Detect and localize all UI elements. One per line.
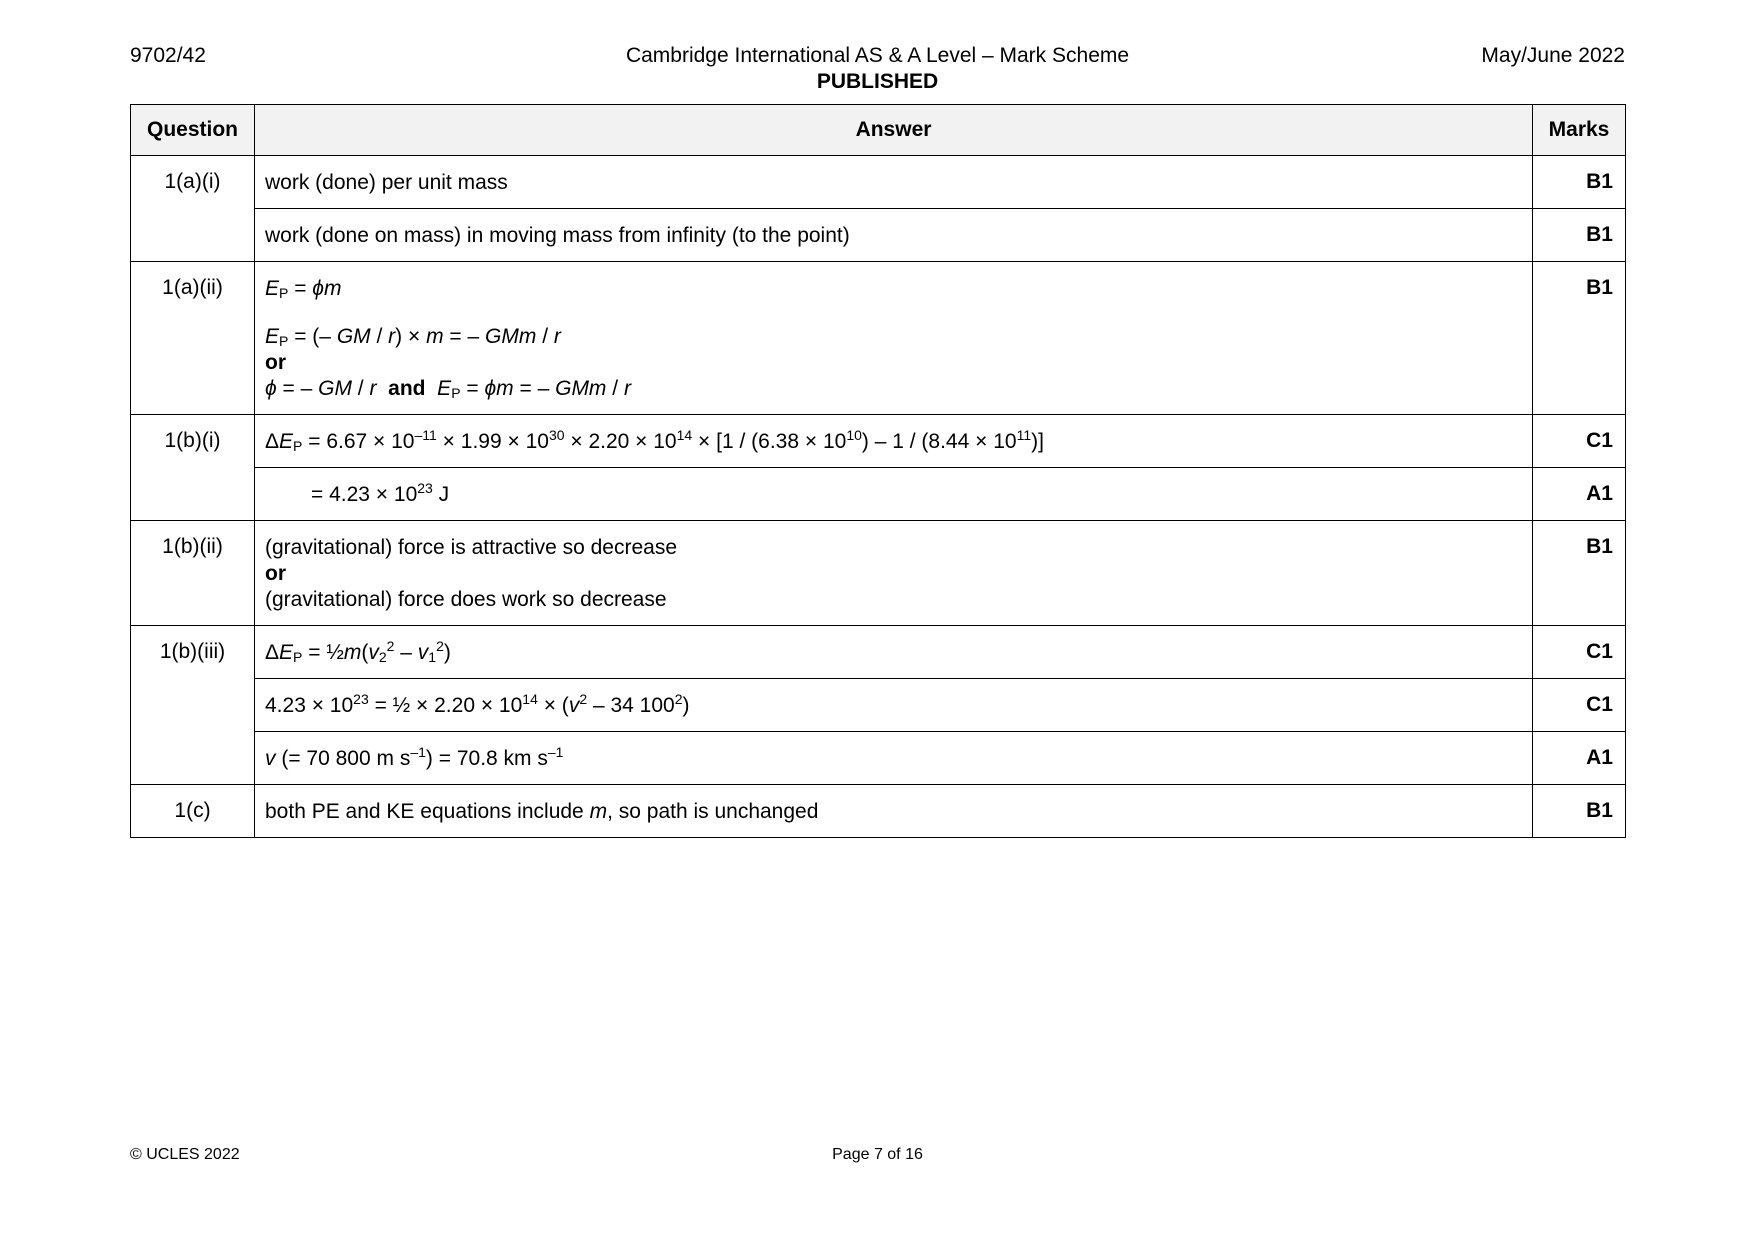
and-connector: and <box>388 377 426 400</box>
table-row <box>131 156 1626 209</box>
mark-cell: B1 <box>1533 521 1626 626</box>
answer-cell <box>255 626 1533 679</box>
equation: $E_P = \phi m$ <box>265 277 342 301</box>
table-row <box>131 415 1626 468</box>
answer-text: , so path is unchanged <box>607 800 819 823</box>
answer-cell <box>255 521 1533 626</box>
question-column-header: Question <box>131 105 255 156</box>
mark-cell: B1 <box>1533 209 1626 262</box>
question-number: 1(b)(ii) <box>131 521 255 626</box>
answer-cell <box>255 785 1533 838</box>
table-row <box>131 209 1626 262</box>
answer-cell <box>255 468 1533 521</box>
marks-column-header: Marks <box>1533 105 1626 156</box>
table-row <box>131 626 1626 679</box>
equation: $\Delta E_P = 6.67 \times 10^{-11} \times 1.99 \times 10^{30} \times 2.20 \times 10^{14} \times [1 / (6.38 \times 10^{10}) - 1 / (8.44 \times 10^{11})]$ <box>265 427 1044 454</box>
mark-cell: C1 <box>1533 679 1626 732</box>
document-title: Cambridge International AS & A Level – Mark Scheme <box>625 44 1130 67</box>
mark-scheme-table <box>130 104 1626 838</box>
mark-cell: C1 <box>1533 415 1626 468</box>
equation: $E_P$ = (– GM / r) × m = – GMm / r <box>265 325 561 349</box>
answer-cell <box>255 679 1533 732</box>
answer-line: (gravitational) force is attractive so decrease <box>265 536 678 559</box>
answer-cell: work (done on mass) in moving mass from infinity (to the point) <box>255 209 1533 262</box>
mark-cell: C1 <box>1533 626 1626 679</box>
exam-session: May/June 2022 <box>1481 44 1625 67</box>
or-connector: or <box>265 562 286 585</box>
or-connector: or <box>265 351 286 374</box>
answer-cell: work (done) per unit mass <box>255 156 1533 209</box>
table-row <box>131 679 1626 732</box>
table-row <box>131 732 1626 785</box>
table-header-row <box>131 105 1626 156</box>
equation: ϕ = – GM / r and $E_P = \phi m$ = – GMm / r <box>265 377 631 401</box>
answer-text: m <box>589 800 608 823</box>
answer-line: (gravitational) force does work so decrease <box>265 588 667 611</box>
equation: $4.23 \times 10^{23}$ = ½ × $2.20 \times 10^{14} \times (v^2 - 34$ $100^2$) <box>265 691 690 717</box>
answer-text: both PE and KE equations include <box>265 800 590 823</box>
table-row <box>131 785 1626 838</box>
copyright: © UCLES 2022 <box>130 1146 240 1163</box>
table-row <box>131 468 1626 521</box>
equation: $\Delta E_P$ = $\frac{1}{2}m(v_2^2 - v_1^2)$ <box>265 638 451 665</box>
table-row <box>131 262 1626 415</box>
equation: v (= 70 800 m $s^{-1}) = 70.8$ km $s^{-1}$ <box>265 744 564 770</box>
equation: = $4.23 \times 10^{23}$ J <box>311 480 450 506</box>
mark-cell: B1 <box>1533 156 1626 209</box>
mark-cell: B1 <box>1533 785 1626 838</box>
mark-cell: A1 <box>1533 468 1626 521</box>
answer-cell <box>255 415 1533 468</box>
mark-cell: B1 <box>1533 262 1626 415</box>
table-row <box>131 521 1626 626</box>
mark-cell: A1 <box>1533 732 1626 785</box>
answer-cell <box>255 732 1533 785</box>
page-number: Page 7 of 16 <box>832 1146 923 1163</box>
answer-column-header: Answer <box>255 105 1533 156</box>
question-number: 1(a)(i) <box>131 156 255 262</box>
question-number: 1(c) <box>131 785 255 838</box>
paper-code: 9702/42 <box>130 44 206 67</box>
published-label: PUBLISHED <box>816 70 939 93</box>
question-number: 1(b)(iii) <box>131 626 255 785</box>
question-number: 1(a)(ii) <box>131 262 255 415</box>
answer-cell <box>255 262 1533 415</box>
question-number: 1(b)(i) <box>131 415 255 521</box>
